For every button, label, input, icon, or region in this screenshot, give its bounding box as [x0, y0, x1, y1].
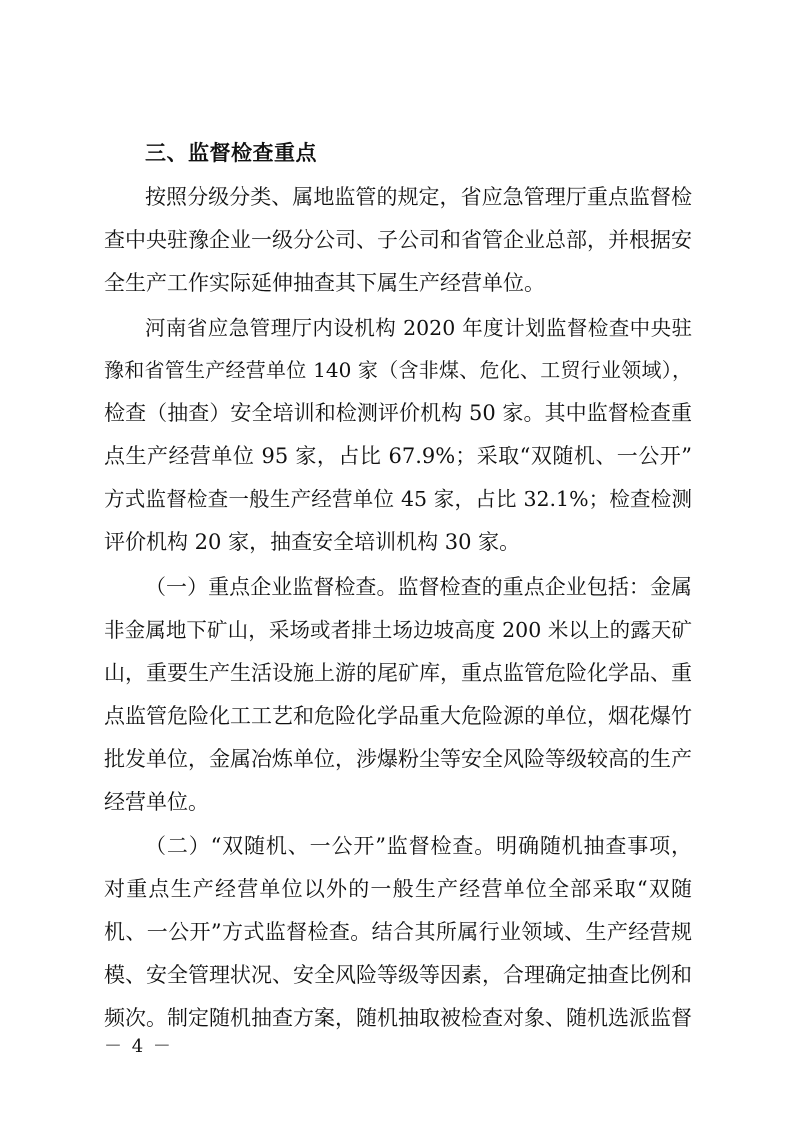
- paragraph-3-line-3: 山，重要生产生活设施上游的尾矿库，重点监管危险化学品、重: [104, 661, 692, 685]
- paragraph-3-line-1: （一）重点企业监督检查。监督检查的重点企业包括：金属: [145, 575, 692, 599]
- paragraph-2-line-1: 河南省应急管理厅内设机构 2020 年度计划监督检查中央驻: [145, 316, 692, 340]
- paragraph-2-line-5: 方式监督检查一般生产经营单位 45 家，占比 32.1%；检查检测: [104, 487, 692, 511]
- page-number: － 4 －: [104, 1036, 173, 1057]
- paragraph-2-line-4: 点生产经营单位 95 家，占比 67.9%；采取“双随机、一公开”: [104, 444, 692, 468]
- paragraph-4-line-2: 对重点生产经营单位以外的一般生产经营单位全部采取“双随: [104, 877, 692, 901]
- paragraph-1-line-3: 全生产工作实际延伸抽查其下属生产经营单位。: [104, 271, 545, 295]
- section-heading: 三、监督检查重点: [145, 141, 317, 165]
- paragraph-3-line-6: 经营单位。: [104, 790, 209, 814]
- paragraph-4-line-1: （二）“双随机、一公开”监督检查。明确随机抽查事项，: [145, 834, 692, 858]
- paragraph-2-line-2: 豫和省管生产经营单位 140 家（含非煤、危化、工贸行业领域），: [104, 358, 692, 382]
- paragraph-3-line-2: 非金属地下矿山，采场或者排土场边坡高度 200 米以上的露天矿: [104, 618, 692, 642]
- paragraph-2-line-6: 评价机构 20 家，抽查安全培训机构 30 家。: [104, 530, 521, 554]
- paragraph-4-line-4: 模、安全管理状况、安全风险等级等因素，合理确定抽查比例和: [104, 963, 692, 987]
- paragraph-1-line-1: 按照分级分类、属地监管的规定，省应急管理厅重点监督检: [145, 185, 692, 209]
- paragraph-3-line-4: 点监管危险化工工艺和危险化学品重大危险源的单位，烟花爆竹: [104, 704, 692, 728]
- paragraph-1-line-2: 查中央驻豫企业一级分公司、子公司和省管企业总部，并根据安: [104, 228, 692, 252]
- paragraph-2-line-3: 检查（抽查）安全培训和检测评价机构 50 家。其中监督检查重: [104, 401, 692, 425]
- paragraph-3-line-5: 批发单位，金属冶炼单位，涉爆粉尘等安全风险等级较高的生产: [104, 747, 692, 771]
- paragraph-4-line-3: 机、一公开”方式监督检查。结合其所属行业领域、生产经营规: [104, 920, 692, 944]
- paragraph-4-line-5: 频次。制定随机抽查方案，随机抽取被检查对象、随机选派监督: [104, 1006, 692, 1030]
